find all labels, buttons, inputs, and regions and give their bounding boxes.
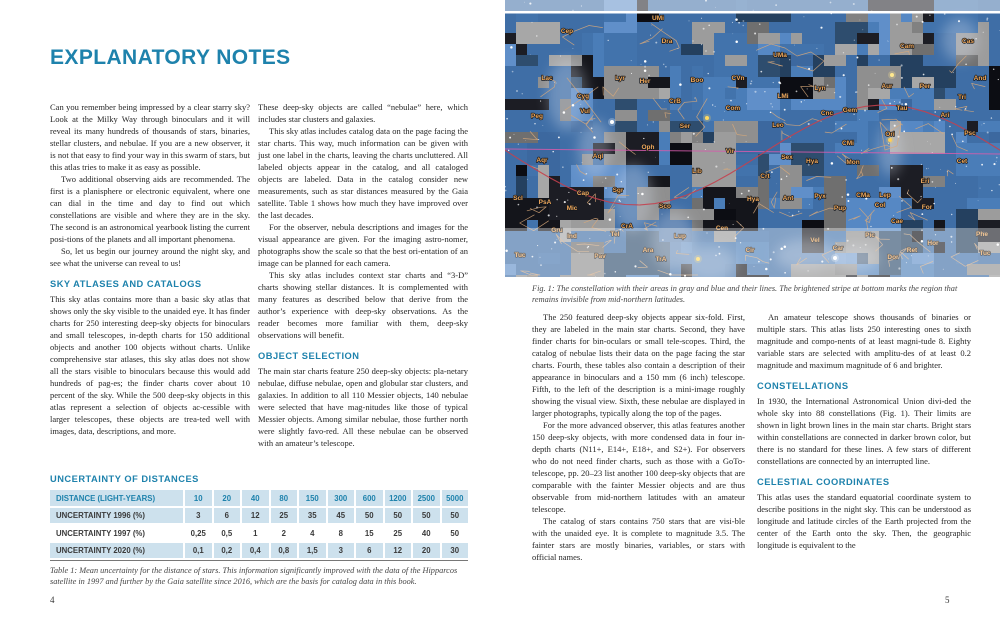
table-cell: 25: [385, 525, 412, 541]
table-cell: 0,2: [214, 543, 241, 559]
paragraph: This sky atlas contains more than a basic sky atlas that shows only the sky visible to the unaided eye. It has finder charts for 250 interesting deep-sky objects for binoculars and small telescopes, in-depth charts for 150 additional objects and another 100 objects without charts. Unlike comprehensive star atlases, this sky atlas does not show all the stars visible to binoculars because this would add hundreds of pag-es; the finder charts cover about 10 percent of the sky. While the 500 deep-sky objects in this atlas represent a selection of objects ac-cessible with larger telescopes, these objects are trea-ted well with images, data, descriptions, and more.: [50, 294, 250, 436]
constellation-label-sgr: Sgr: [612, 187, 624, 194]
constellation-label-tuc: Tuc: [514, 252, 526, 259]
table-cell: 50: [413, 508, 440, 524]
table-cell: 5000: [442, 490, 469, 506]
constellation-label-and: And: [973, 75, 987, 82]
section-heading-celestial-coordinates: CELESTIAL COORDINATES: [757, 477, 890, 487]
constellation-label-ind: Ind: [567, 233, 577, 240]
page-number-left: 4: [50, 595, 55, 605]
constellation-label-mic: Mic: [566, 205, 578, 212]
paragraph: So, let us begin our journey around the night sky, and see what the universe can reveal to us!: [50, 246, 250, 268]
constellation-label-her: Her: [639, 78, 651, 85]
constellation-label-boo: Boo: [690, 77, 704, 84]
constellation-label-lyr: Lyr: [615, 75, 625, 82]
constellation-label-lep: Lep: [879, 192, 891, 199]
constellation-label-lup: Lup: [674, 233, 686, 240]
constellation-label-aur: Aur: [881, 83, 893, 90]
distances-table-section: [50, 474, 468, 588]
constellation-label-cas: Cas: [962, 38, 974, 45]
table-cell: 50: [385, 508, 412, 524]
constellation-label-eri: Eri: [920, 178, 930, 185]
constellation-label-lac: Lac: [541, 75, 553, 82]
constellation-label-for: For: [921, 204, 933, 211]
constellation-label-scl: Scl: [513, 195, 523, 202]
table-row: [50, 525, 468, 541]
constellation-label-mon: Mon: [846, 159, 860, 166]
constellation-label-car: Car: [832, 245, 844, 252]
constellation-label-cae: Cae: [891, 218, 903, 225]
constellation-label-gru: Gru: [551, 227, 563, 234]
constellation-label-pup: Pup: [833, 205, 847, 212]
constellation-label-tra: TrA: [655, 256, 667, 263]
constellation-label-sco: Sco: [659, 203, 671, 210]
table-cell: 12: [385, 543, 412, 559]
constellation-label-oph: Oph: [641, 144, 655, 151]
constellation-label-cvn: CVn: [731, 75, 745, 82]
constellation-label-aql: Aql: [592, 153, 604, 160]
table-cell: 1200: [385, 490, 412, 506]
constellation-label-cma: CMa: [856, 192, 870, 199]
constellation-label-cep: Cep: [560, 28, 574, 35]
paragraph: This sky atlas includes context star charts and “3-D” charts showing stellar distances. It is complemented with many features as described below that derive from the author’s experience with deep-sky observations. As the reader becomes more familiar with them, deep-sky observations will benefit.: [258, 270, 468, 340]
constellation-label-ori: Ori: [885, 131, 895, 138]
constellation-label-lib: Lib: [692, 168, 702, 175]
distances-table: [50, 490, 468, 558]
constellation-label-per: Per: [919, 83, 931, 90]
constellation-label-psa: PsA: [538, 199, 552, 206]
constellation-label-vul: Vul: [580, 108, 590, 115]
constellation-label-phe: Phe: [976, 231, 988, 238]
constellation-label-cir: Cir: [745, 247, 755, 254]
table-cell: 2: [271, 525, 298, 541]
table-cell: 20: [214, 490, 241, 506]
table-cell: 1,5: [299, 543, 326, 559]
table-cell: 6: [356, 543, 383, 559]
constellation-label-pav: Pav: [594, 253, 606, 260]
constellation-label-hya: Hya: [747, 196, 759, 203]
table-cell: 25: [271, 508, 298, 524]
constellation-label-ara: Ara: [642, 247, 654, 254]
constellation-label-dra: Dra: [661, 38, 673, 45]
paragraph: Can you remember being impressed by a clear starry sky? Look at the Milky Way through binoculars and it will reveal its many hundreds of thousands of stars, binaries, stellar clusters, and nebulae. If you are a new observer, it is not that easy to find your way in this swarm of stars, but this atlas tries to make it as easy as possible.: [50, 102, 250, 172]
paragraph: For the more advanced observer, this atlas features another 150 deep-sky objects, with more condensed data in four in-depth charts (N11+, E14+, E18+, and S2+). For observers who do not need finder charts, such as those with a GoTo-telescope, pp. 20–23 list another 100 deep-sky objects that are comparable with the fainter Messier objects and are thus observable from mid-northern latitudes with an amateur telescope.: [532, 420, 745, 514]
left-page-column-1: [50, 101, 250, 437]
constellation-label-ser: Ser: [679, 123, 691, 130]
constellation-label-hor: Hor: [927, 240, 939, 247]
constellation-label-ret: Ret: [906, 247, 918, 254]
table-rule: [50, 560, 468, 561]
table-heading: UNCERTAINTY OF DISTANCES: [50, 474, 199, 484]
table-cell: 30: [442, 543, 469, 559]
right-page-column-1: [532, 311, 745, 563]
table-cell: 6: [214, 508, 241, 524]
constellation-label-tuc: Tuc: [979, 250, 991, 257]
constellation-label-cet: Cet: [956, 158, 968, 165]
table-cell: 50: [356, 508, 383, 524]
constellation-label-cam: Cam: [899, 43, 915, 50]
constellation-label-ari: Ari: [940, 112, 950, 119]
constellation-label-vel: Vel: [810, 237, 820, 244]
section-heading-object-selection: OBJECT SELECTION: [258, 351, 360, 361]
page-number-right: 5: [945, 595, 950, 605]
constellation-label-cmi: CMi: [842, 140, 854, 147]
constellation-label-cen: Cen: [715, 225, 729, 232]
table-cell: 600: [356, 490, 383, 506]
constellation-label-leo: Leo: [772, 122, 784, 129]
table-cell: 0,1: [185, 543, 212, 559]
table-cell: 1: [242, 525, 269, 541]
table-row: [50, 490, 468, 506]
constellation-label-dor: Dor: [887, 254, 899, 261]
table-cell: 2500: [413, 490, 440, 506]
table-cell: 80: [271, 490, 298, 506]
table-cell: 0,8: [271, 543, 298, 559]
table-row: [50, 508, 468, 524]
table-row: [50, 543, 468, 559]
constellation-label-tau: Tau: [896, 105, 908, 112]
table-cell: 3: [328, 543, 355, 559]
table-cell: 40: [413, 525, 440, 541]
constellation-label-hya: Hya: [806, 158, 818, 165]
paragraph: An amateur telescope shows thousands of binaries or multiple stars. This atlas lists 250 interesting ones to sixth magnitude and compo-nents of at least magni-tude 8. Eighty variable stars are selected with amplitu-des of at least 0.2 magnitude and maximum magnitude of 6 and brighter.: [757, 312, 971, 370]
table-cell: 15: [356, 525, 383, 541]
constellation-label-cra: CrA: [621, 223, 633, 230]
constellation-label-cnc: Cnc: [820, 110, 834, 117]
constellation-label-cyg: Cyg: [576, 93, 590, 100]
table-cell: 50: [442, 525, 469, 541]
paragraph: For the observer, nebula descriptions and images for the visual appearance are given. For the imaging astro-nomer, photographs show the scale so that the best ori-entation of an image can be planned for each camera.: [258, 222, 468, 268]
constellation-label-tri: Tri: [958, 94, 966, 101]
row-label: DISTANCE (LIGHT-YEARS): [50, 490, 183, 506]
table-cell: 3: [185, 508, 212, 524]
sky-chart-svg: [505, 0, 1000, 277]
table-cell: 150: [299, 490, 326, 506]
section-heading-sky-atlases: SKY ATLASES AND CATALOGS: [50, 279, 202, 289]
figure-sky-chart: [505, 0, 1000, 277]
constellation-label-pic: Pic: [865, 232, 875, 239]
constellation-label-gem: Gem: [842, 107, 858, 114]
paragraph: These deep-sky objects are called “nebulae” here, which includes star clusters and galaxies.: [258, 102, 468, 124]
constellation-label-peg: Peg: [531, 113, 543, 120]
row-label: UNCERTAINTY 2020 (%): [50, 543, 183, 559]
right-page-column-2: [757, 311, 971, 551]
constellation-label-sex: Sex: [781, 154, 793, 161]
constellation-label-umi: UMi: [652, 15, 664, 22]
section-heading-constellations: CONSTELLATIONS: [757, 381, 849, 391]
constellation-label-psc: Psc: [964, 130, 976, 137]
constellation-label-vir: Vir: [725, 148, 735, 155]
constellation-label-cap: Cap: [576, 190, 590, 197]
row-label: UNCERTAINTY 1996 (%): [50, 508, 183, 524]
figure-caption: Fig. 1: The constellation with their areas in gray and blue and their lines. The brightened stripe at bottom marks the region that remains invisible from mid-northern latitudes.: [532, 284, 958, 305]
table-cell: 10: [185, 490, 212, 506]
table-cell: 50: [442, 508, 469, 524]
paragraph: This atlas uses the standard equatorial coordinate system to describe positions in the night sky. This can be understood as longitude and latitude circles of the Earth projected from the center of the Earth onto the sky. Then, the geographic longitude is equivalent to the: [757, 492, 971, 550]
paragraph: Two additional observing aids are recommended. The first is a planisphere or electronic equivalent, where one can dial in the time and day to find out which constellations are visible and where they are in the sky. The second is an astronomical yearbook listing the current posi-tions of the planets and all important phenomena.: [50, 174, 250, 244]
row-label: UNCERTAINTY 1997 (%): [50, 525, 183, 541]
constellation-label-ant: Ant: [782, 195, 794, 202]
constellation-label-tel: Tel: [610, 231, 620, 238]
constellation-label-pyx: Pyx: [814, 193, 826, 200]
table-cell: 35: [299, 508, 326, 524]
table-cell: 20: [413, 543, 440, 559]
constellation-label-aqr: Aqr: [536, 157, 548, 164]
table-caption: Table 1: Mean uncertainty for the distance of stars. This information significantly improved with the data of the Hipparcos satellite in 1997 and further by the Gaia satellite since 2016, which are the basis for catalog data in this book.: [50, 566, 458, 587]
table-cell: 0,5: [214, 525, 241, 541]
table-cell: 12: [242, 508, 269, 524]
left-page-column-2: [258, 101, 468, 449]
paragraph: The 250 featured deep-sky objects appear six-fold. First, they are labeled in the main star charts. Second, they have finder charts for bin-oculars or small tele-scopes. Third, the catalog of nebulae lists their data on the page facing the star charts. Fourth, these tables also contain a description of their appearance in binoculars and a 150 mm (6 inch) telescope. Fifth, to the left of the description is a mini-image roughly showing the visual view. Sixth, these nebulae are displayed in larger photographs, typically along the top of the pages.: [532, 312, 745, 418]
constellation-label-col: Col: [874, 202, 886, 209]
constellation-label-crt: Crt: [760, 173, 770, 180]
table-cell: 8: [328, 525, 355, 541]
constellation-label-com: Com: [725, 105, 741, 112]
table-cell: 0,4: [242, 543, 269, 559]
table-cell: 45: [328, 508, 355, 524]
paragraph: This sky atlas includes catalog data on the page facing the star charts. This way, much information can be given with just one label in the charts, leaving the charts uncluttered. All labeled objects appear in the catalog, and all cataloged objects are labeled. Data in the catalog consider new measurements, such as star distances measured by the Gaia satellite. Table 1 shows how much they have improved over the last decades.: [258, 126, 468, 220]
paragraph: The catalog of stars contains 750 stars that are visi-ble with the unaided eye. It is complete to magnitude 3.5. The fainter stars are mostly binaries, variables, or stars with official names.: [532, 516, 745, 562]
constellation-label-uma: UMa: [773, 52, 787, 59]
constellation-label-crb: CrB: [669, 98, 681, 105]
constellation-label-lmi: LMi: [777, 93, 789, 100]
table-cell: 4: [299, 525, 326, 541]
table-cell: 300: [328, 490, 355, 506]
table-cell: 0,25: [185, 525, 212, 541]
table-cell: 40: [242, 490, 269, 506]
paragraph: The main star charts feature 250 deep-sky objects: pla-netary nebulae, diffuse nebulae, open and globular star clusters, and galaxies. In addition to all 110 Messier objects, 140 nebulae were selected that have mag-nitudes like those of typical Messier objects. Among similar nebulae, those further north were slightly favo-red. All these nebulae can be observed with an amateur’s telescope.: [258, 366, 468, 448]
constellation-label-lyn: Lyn: [814, 85, 826, 92]
page-title: EXPLANATORY NOTES: [50, 46, 291, 69]
paragraph: In 1930, the International Astronomical Union divi-ded the whole sky into 88 constellations (Fig. 1). Their limits are shown in light brown lines in the main star charts. Bright stars within constellations are connected in darker brown color, but there is no standard for these lines. A few stars of different constellations are connected by an interrupted line.: [757, 396, 971, 466]
